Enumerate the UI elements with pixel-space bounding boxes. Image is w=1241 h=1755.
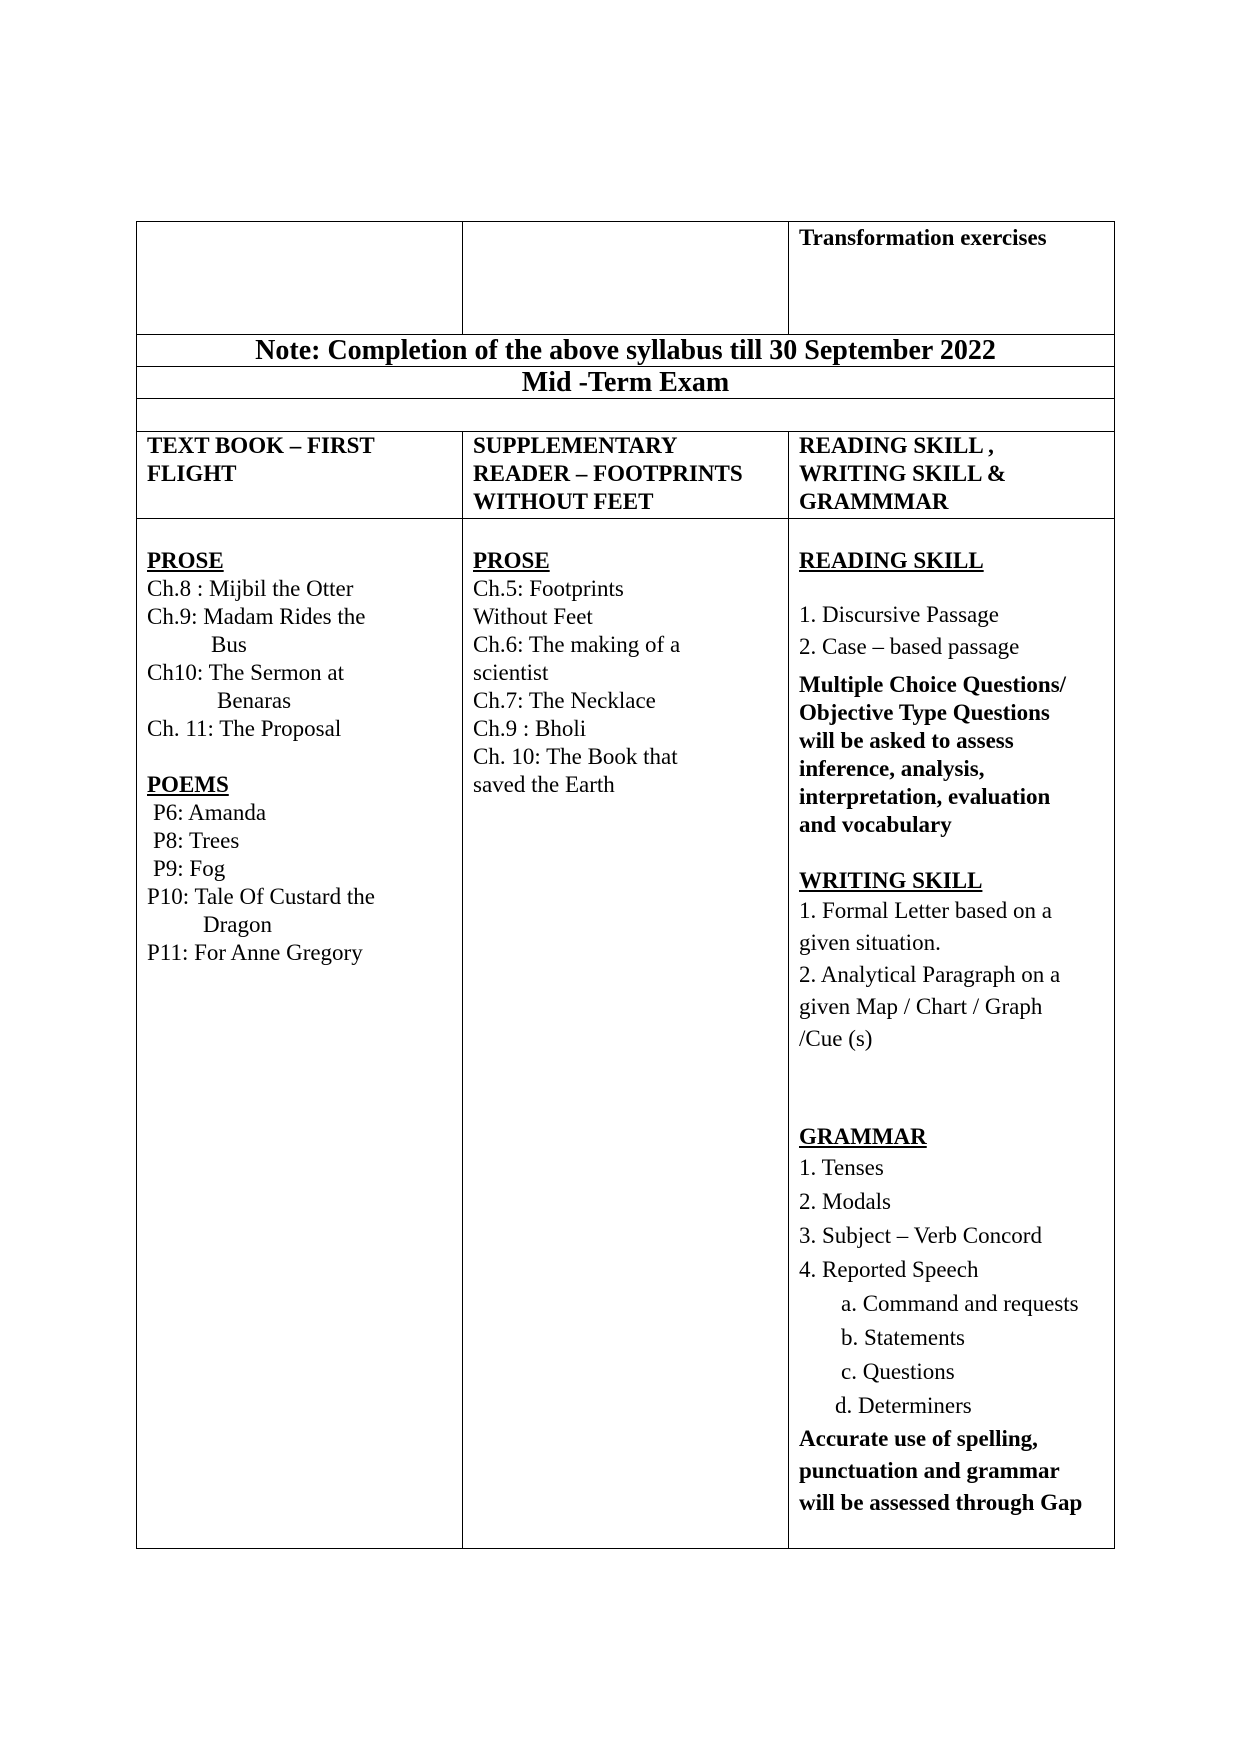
cell-transformation xyxy=(789,222,1115,335)
list-item: P10: Tale Of Custard the xyxy=(147,884,375,909)
list-item: b. Statements xyxy=(841,1325,965,1350)
list-item: 1. Discursive Passage xyxy=(799,602,999,627)
transformation-text: Transformation exercises xyxy=(799,225,1047,250)
accurate-text: punctuation and grammar xyxy=(799,1458,1060,1483)
accurate-text: will be assessed through Gap xyxy=(799,1490,1083,1515)
list-item: 3. Subject – Verb Concord xyxy=(799,1223,1042,1248)
table-row xyxy=(137,399,1115,432)
header-textbook xyxy=(137,432,463,519)
header-line: TEXT BOOK – FIRST xyxy=(147,433,375,458)
poems-heading: POEMS xyxy=(147,772,229,797)
mcq-text: Multiple Choice Questions/ xyxy=(799,672,1067,697)
spacer xyxy=(147,743,452,771)
mcq-text: interpretation, evaluation xyxy=(799,784,1051,809)
list-item: Ch. 10: The Book that xyxy=(473,744,678,769)
table-row xyxy=(137,519,1115,1549)
header-line: READER – FOOTPRINTS xyxy=(473,461,743,486)
header-line: SUPPLEMENTARY xyxy=(473,433,678,458)
writing-heading: WRITING SKILL xyxy=(799,868,983,893)
table-row xyxy=(137,335,1115,367)
mcq-text: and vocabulary xyxy=(799,812,952,837)
list-item: c. Questions xyxy=(841,1359,955,1384)
list-item: Ch.6: The making of a xyxy=(473,632,681,657)
list-item: a. Command and requests xyxy=(841,1291,1079,1316)
list-item: 2. Analytical Paragraph on a xyxy=(799,962,1061,987)
note-cell xyxy=(137,335,1115,367)
reading-heading: READING SKILL xyxy=(799,548,984,573)
skills-cell xyxy=(789,519,1115,1549)
list-item: 2. Modals xyxy=(799,1189,891,1214)
header-supplementary xyxy=(463,432,789,519)
textbook-cell xyxy=(137,519,463,1549)
list-item: Ch10: The Sermon at xyxy=(147,660,344,685)
list-item: 1. Tenses xyxy=(799,1155,884,1180)
syllabus-table xyxy=(136,221,1115,1549)
header-line: GRAMMMAR xyxy=(799,489,949,514)
list-item: Ch.8 : Mijbil the Otter xyxy=(147,576,354,601)
grammar-heading: GRAMMAR xyxy=(799,1124,927,1149)
mid-term-cell xyxy=(137,367,1115,399)
list-item: P9: Fog xyxy=(153,856,226,881)
list-item: Benaras xyxy=(217,688,292,713)
list-item: /Cue (s) xyxy=(799,1026,873,1051)
cell-empty-1 xyxy=(137,222,463,335)
note-text: Note: Completion of the above syllabus till 30 September 2022 xyxy=(255,335,996,366)
list-item: P6: Amanda xyxy=(153,800,267,825)
list-item: 4. Reported Speech xyxy=(799,1257,979,1282)
list-item: d. Determiners xyxy=(835,1393,972,1418)
list-item: Ch.5: Footprints xyxy=(473,576,624,601)
list-item: Dragon xyxy=(203,912,272,937)
blank-cell xyxy=(137,399,1115,432)
supplementary-cell xyxy=(463,519,789,1549)
spacer xyxy=(799,1055,1104,1123)
mid-term-title: Mid -Term Exam xyxy=(521,367,730,398)
header-skills xyxy=(789,432,1115,519)
cell-empty-2 xyxy=(463,222,789,335)
spacer xyxy=(799,839,1104,867)
header-line: WRITING SKILL & xyxy=(799,461,1007,486)
mcq-text: Objective Type Questions xyxy=(799,700,1050,725)
list-item: 1. Formal Letter based on a xyxy=(799,898,1052,923)
list-item: Ch.9: Madam Rides the xyxy=(147,604,366,629)
prose-heading: PROSE xyxy=(147,548,224,573)
list-item: Without Feet xyxy=(473,604,593,629)
list-item: Ch.9 : Bholi xyxy=(473,716,587,741)
list-item: given situation. xyxy=(799,930,941,955)
list-item: scientist xyxy=(473,660,549,685)
table-row xyxy=(137,432,1115,519)
header-line: FLIGHT xyxy=(147,461,237,486)
mcq-text: inference, analysis, xyxy=(799,756,985,781)
mcq-text: will be asked to assess xyxy=(799,728,1014,753)
list-item: P11: For Anne Gregory xyxy=(147,940,363,965)
list-item: Ch. 11: The Proposal xyxy=(147,716,342,741)
spacer xyxy=(799,575,1104,599)
header-line: READING SKILL , xyxy=(799,433,994,458)
list-item: 2. Case – based passage xyxy=(799,634,1020,659)
list-item: P8: Trees xyxy=(153,828,240,853)
list-item: Bus xyxy=(211,632,247,657)
table-row xyxy=(137,222,1115,335)
accurate-text: Accurate use of spelling, xyxy=(799,1426,1038,1451)
table-row xyxy=(137,367,1115,399)
prose-heading: PROSE xyxy=(473,548,550,573)
spacer xyxy=(799,663,1104,671)
header-line: WITHOUT FEET xyxy=(473,489,654,514)
list-item: Ch.7: The Necklace xyxy=(473,688,656,713)
list-item: given Map / Chart / Graph xyxy=(799,994,1043,1019)
list-item: saved the Earth xyxy=(473,772,615,797)
